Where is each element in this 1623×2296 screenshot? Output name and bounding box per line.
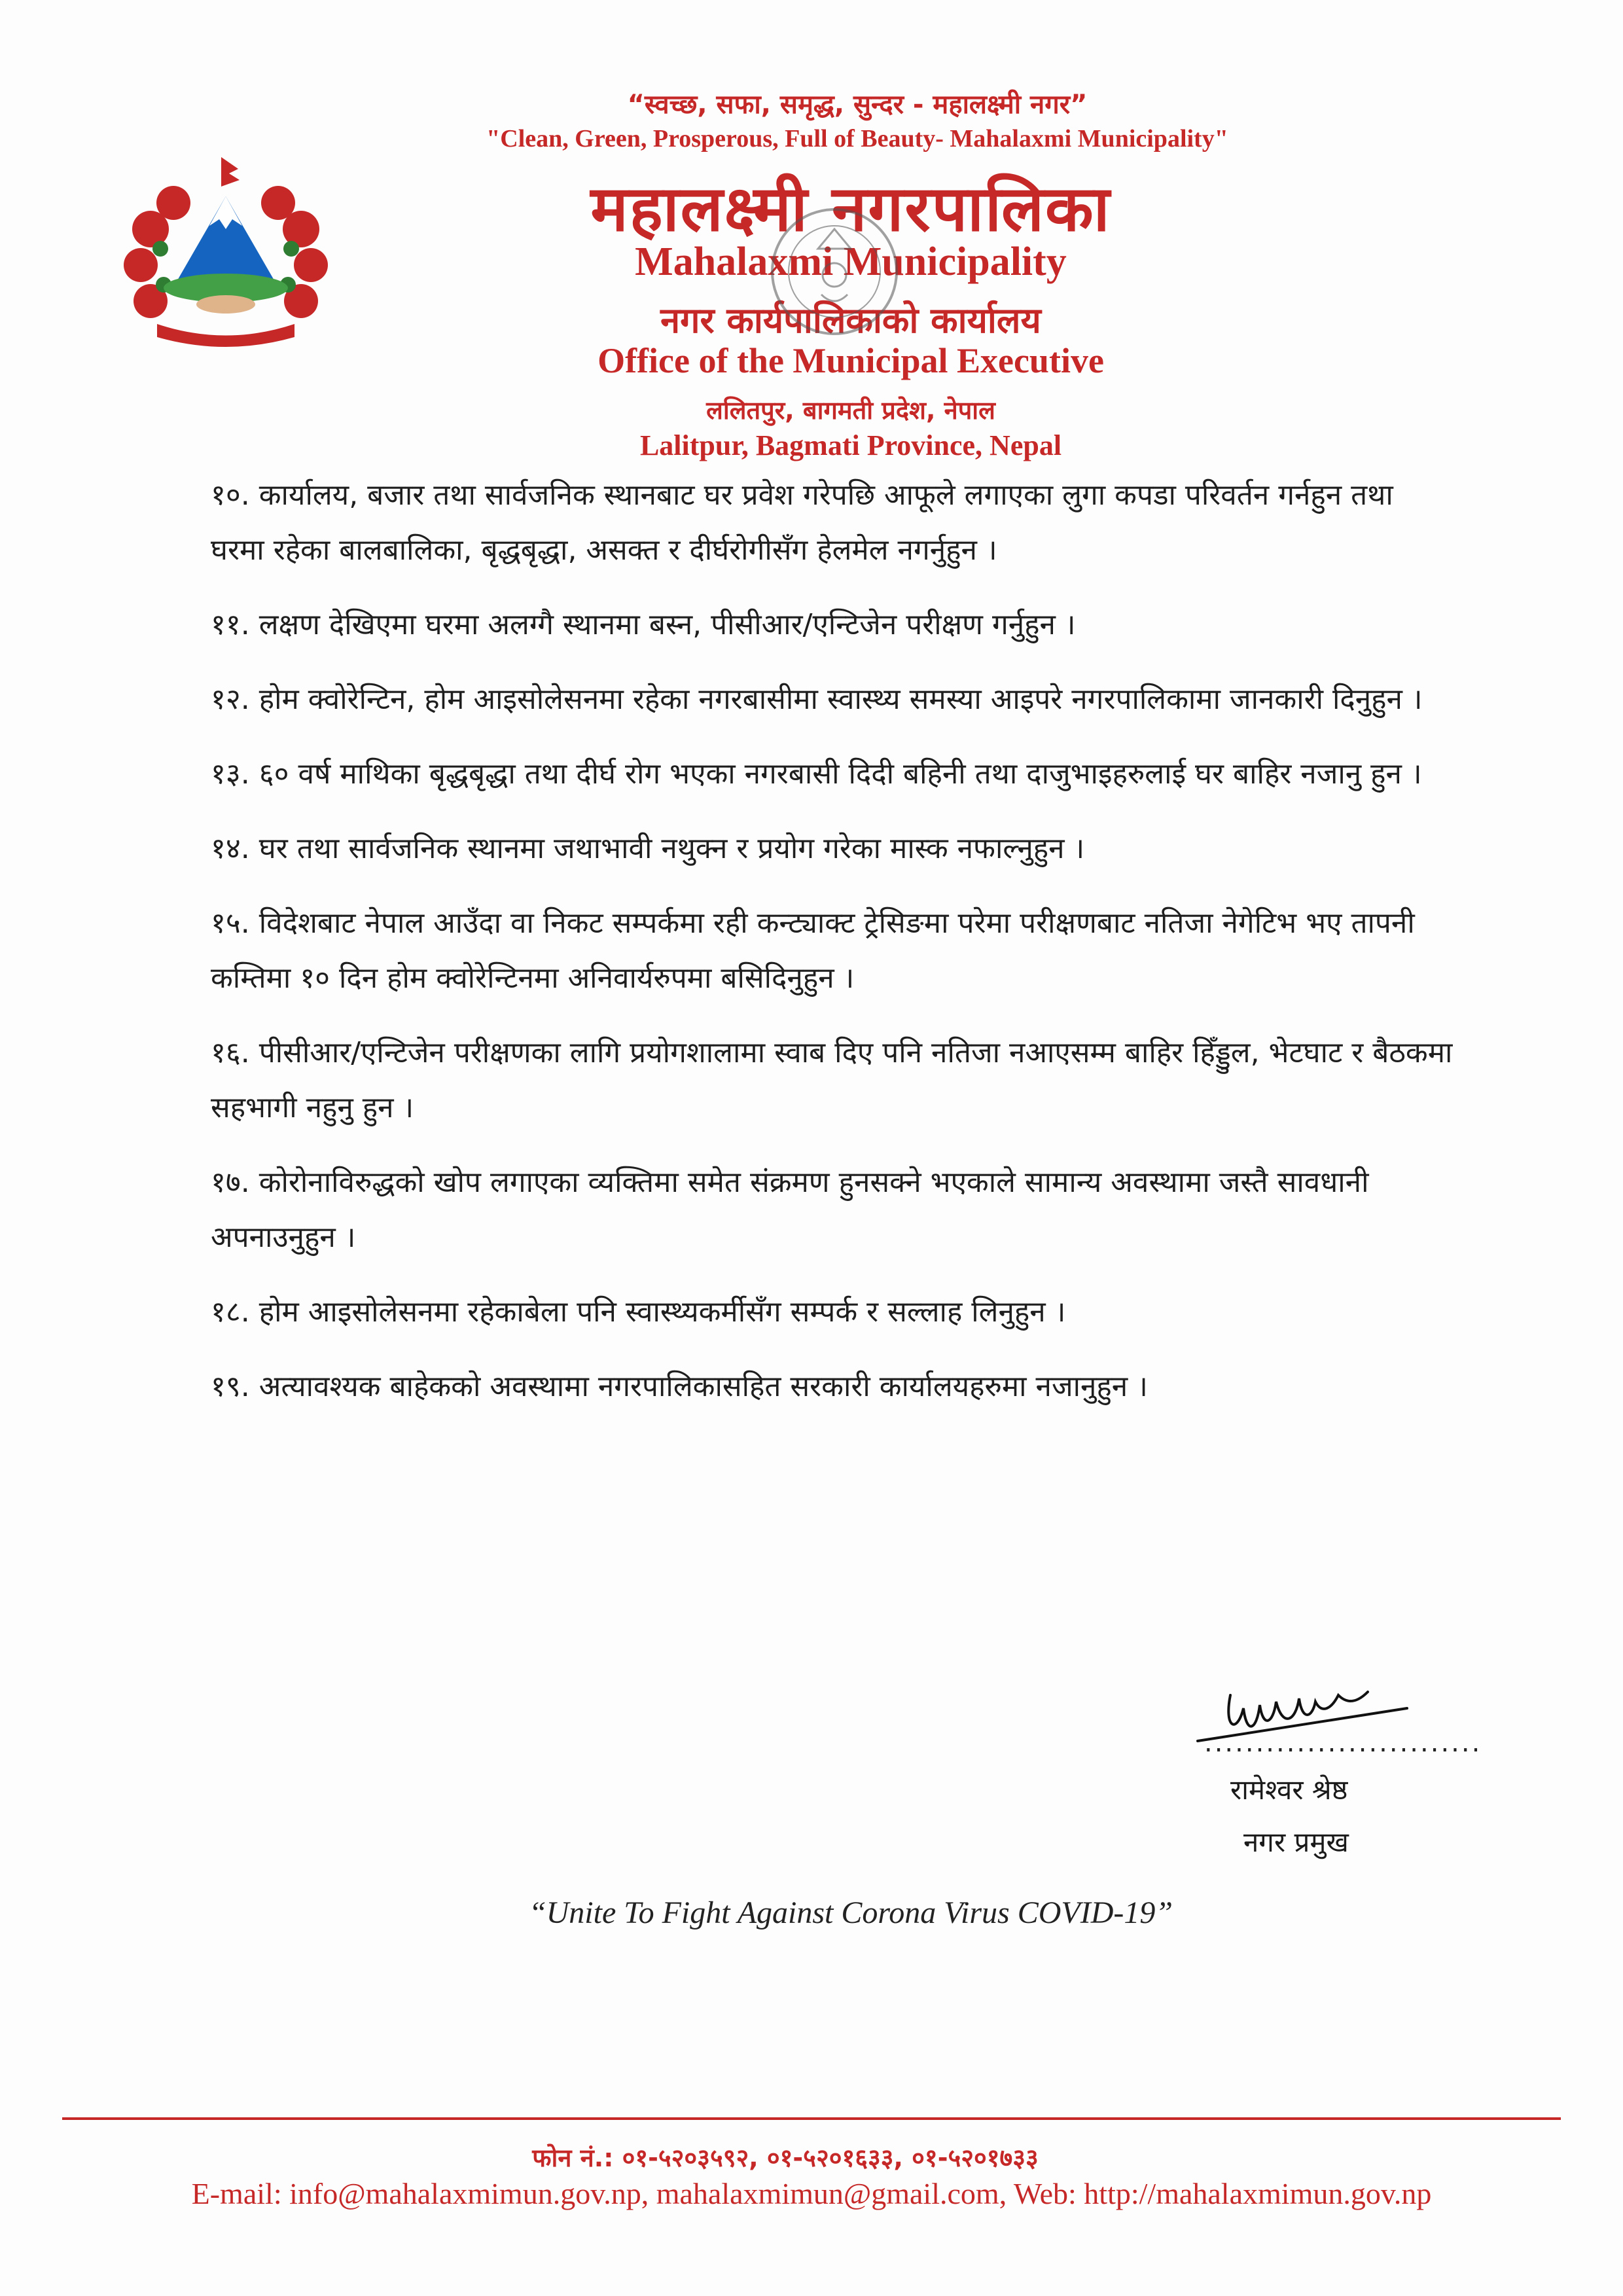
footer-contact: E-mail: info@mahalaxmimun.gov.np, mahalaxmimun@gmail.com, Web: http://mahalaxmimun.gov.np (191, 2177, 1432, 2210)
office-title-nepali: नगर कार्यपालिकाको कार्यालय (660, 300, 1041, 341)
motto-english: "Clean, Green, Prosperous, Full of Beauty- Mahalaxmi Municipality" (486, 125, 1228, 152)
footer-phone: फोन नं.: ०१-५२०३५९२, ०१-५२०१६३३, ०१-५२०१७३३ (532, 2144, 1039, 2172)
list-item: १९. अत्यावश्यक बाहेकको अवस्थामा नगरपालिकासहित सरकारी कार्यालयहरुमा नजानुहुन । (211, 1370, 1148, 1403)
address-nepali: ललितपुर, बागमती प्रदेश, नेपाल (706, 396, 995, 425)
signatory-title: नगर प्रमुख (1243, 1826, 1349, 1858)
list-item: १६. पीसीआर/एन्टिजेन परीक्षणका लागि प्रयोगशालामा स्वाब दिए पनि नतिजा नआएसम्म बाहिर हिँड्डुल, भेटघाट र बैठकमा सहभागी नहुनु हुन । (211, 1036, 1453, 1124)
footer-divider (62, 2117, 1561, 2120)
nepal-emblem-icon (111, 151, 340, 353)
list-item: १३. ६० वर्ष माथिका बृद्धबृद्धा तथा दीर्घ रोग भएका नगरबासी दिदी बहिनी तथा दाजुभाइहरुलाई घर बाहिर नजानु हुन । (211, 757, 1422, 791)
list-item: १०. कार्यालय, बजार तथा सार्वजनिक स्थानबाट घर प्रवेश गरेपछि आफूले लगाएका लुगा कपडा परिवर्तन गर्नहुन तथा घरमा रहेका बालबालिका, बृद्धबृद्धा, असक्त र दीर्घरोगीसँग हेलमेल नगर्नुहुन । (211, 478, 1393, 567)
signature-line: ........................... (1204, 1728, 1482, 1758)
covid-slogan: “Unite To Fight Against Corona Virus COVID-19” (528, 1895, 1173, 1930)
municipality-title-english: Mahalaxmi Municipality (635, 240, 1067, 284)
office-title-english: Office of the Municipal Executive (597, 341, 1104, 380)
list-item: ११. लक्षण देखिएमा घरमा अलग्गै स्थानमा बस्न, पीसीआर/एन्टिजेन परीक्षण गर्नुहुन । (211, 608, 1076, 641)
motto-nepali: “स्वच्छ, सफा, समृद्ध, सुन्दर - महालक्ष्मी नगर” (627, 90, 1088, 120)
instruction-list (211, 468, 1454, 1434)
municipality-title-nepali: महालक्ष्मी नगरपालिका (590, 172, 1111, 245)
official-seal-stamp-icon (759, 196, 910, 393)
list-item: १७. कोरोनाविरुद्धको खोप लगाएका व्यक्तिमा समेत संक्रमण हुनसक्ने भएकाले सामान्य अवस्थामा जस्तै सावधानी अपनाउनुहुन । (211, 1166, 1369, 1254)
signatory-name: रामेश्वर श्रेष्ठ (1230, 1774, 1348, 1806)
list-item: १८. होम आइसोलेसनमा रहेकाबेला पनि स्वास्थ्यकर्मीसँग सम्पर्क र सल्लाह लिनुहुन । (211, 1295, 1066, 1329)
list-item: १४. घर तथा सार्वजनिक स्थानमा जथाभावी नथुक्न र प्रयोग गरेका मास्क नफाल्नुहुन । (211, 832, 1085, 865)
list-item: १५. विदेशबाट नेपाल आउँदा वा निकट सम्पर्कमा रही कन्ट्याक्ट ट्रेसिङमा परेमा परीक्षणबाट नतिजा नेगेटिभ भए तापनी कम्तिमा १० दिन होम क्वोरेन्टिनमा अनिवार्यरुपमा बसिदिनुहुन । (211, 906, 1415, 995)
list-item: १२. होम क्वोरेन्टिन, होम आइसोलेसनमा रहेका नगरबासीमा स्वास्थ्य समस्या आइपरे नगरपालिकामा जानकारी दिनुहुन । (211, 683, 1423, 716)
address-english: Lalitpur, Bagmati Province, Nepal (639, 429, 1062, 461)
